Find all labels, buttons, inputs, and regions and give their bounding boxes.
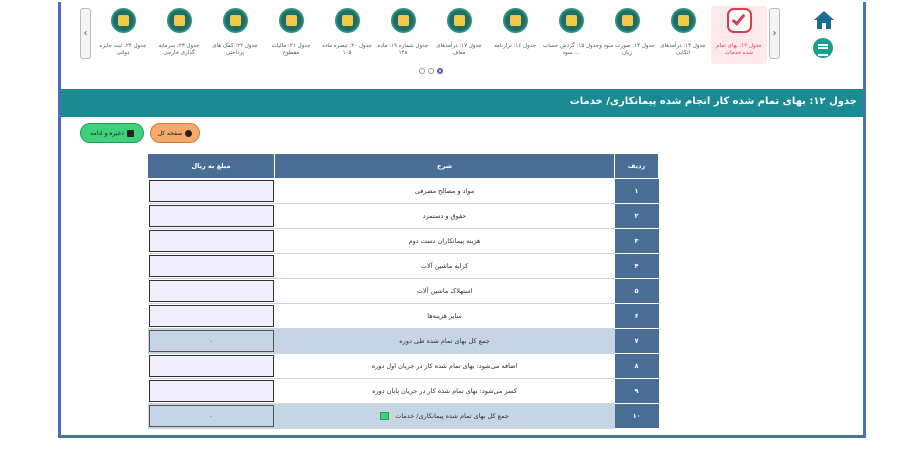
table-row	[148, 354, 659, 379]
carousel-tile-label: جدول شماره ۱۹: ماده ۱۴۸	[377, 43, 429, 56]
row-description-text: سایر هزینه‌ها	[427, 312, 462, 320]
row-description-text: هزینه پیمانکاران دست دوم	[408, 237, 481, 245]
row-description	[275, 379, 615, 404]
row-index: ۵	[615, 279, 659, 304]
carousel-tile-label: جدول ۱۶: ترازنامه	[493, 43, 537, 49]
row-description-text: کسر می‌شود: بهای تمام شده کار در جریان پایان دوره	[372, 387, 517, 395]
table-row	[148, 204, 659, 229]
row-amount-cell	[148, 279, 275, 304]
row-description	[275, 304, 615, 329]
table-row	[148, 179, 659, 204]
row-index: ۶	[615, 304, 659, 329]
save-continue-button-label: ذخیره و ادامه	[90, 129, 124, 137]
amount-input[interactable]	[149, 205, 274, 227]
finance-icon	[335, 8, 360, 33]
carousel-tile-label: جدول ۲۱: مالیات مقطوع	[271, 43, 311, 56]
carousel-tile[interactable]	[151, 6, 207, 64]
row-description-text: جمع کل بهای تمام شده طی دوره	[399, 337, 490, 345]
row-index: ۴	[615, 254, 659, 279]
carousel-tile-label: جدول ۲۲: کمک های پرداختی	[212, 43, 258, 56]
finance-icon	[559, 8, 584, 33]
carousel-next-button[interactable]: ›	[769, 8, 780, 59]
carousel-tile[interactable]	[431, 6, 487, 64]
carousel-tile[interactable]	[655, 6, 711, 64]
carousel-tile-label: جدول ۱۷: درآمدهای معاف	[436, 43, 482, 56]
check-icon	[727, 8, 752, 33]
full-page-button-label: صفحه کل	[157, 129, 183, 137]
finance-icon	[503, 8, 528, 33]
table-row	[148, 279, 659, 304]
row-description	[275, 179, 615, 204]
finance-icon	[111, 8, 136, 33]
row-amount-cell	[148, 229, 275, 254]
row-index: ۸	[615, 354, 659, 379]
carousel-dot[interactable]	[428, 68, 434, 74]
row-amount-cell	[148, 179, 275, 204]
column-header-amount: مبلغ به ریال	[148, 154, 275, 179]
save-continue-button[interactable]	[80, 123, 144, 143]
row-description	[275, 329, 615, 354]
carousel-tile-label: جدول ۲۳: سرمایه گذاری خارجی	[158, 43, 200, 56]
row-description	[275, 354, 615, 379]
row-amount-cell	[148, 404, 275, 429]
amount-input[interactable]	[149, 180, 274, 202]
row-amount-cell	[148, 254, 275, 279]
carousel-tile-label: جدول ۱۵: گردش حساب سود ...	[543, 43, 599, 56]
table-header-row	[148, 154, 659, 179]
detail-icon[interactable]	[380, 412, 389, 420]
carousel-tile[interactable]	[711, 6, 767, 64]
row-amount-cell	[148, 304, 275, 329]
row-amount-cell	[148, 329, 275, 354]
page-title: جدول ۱۲: بهای تمام شده کار انجام شده پیمانکاری/ خدمات	[61, 89, 863, 117]
table-row	[148, 404, 659, 429]
table-row	[148, 229, 659, 254]
amount-input[interactable]	[149, 355, 274, 377]
carousel-tile[interactable]	[487, 6, 543, 64]
carousel-tile-label: جدول ۱۴: صورت سود و زیان	[599, 43, 655, 56]
finance-icon	[391, 8, 416, 33]
carousel-tile[interactable]	[95, 6, 151, 64]
row-index: ۱	[615, 179, 659, 204]
home-icon[interactable]	[813, 10, 835, 30]
carousel-tile-label: جدول ۲۰: تبصره ماده ۱۰۵	[322, 43, 372, 56]
carousel-tile-label: جدول ۲۴: ثبت جایزه دولتی	[99, 43, 147, 56]
table-row	[148, 304, 659, 329]
table-row	[148, 329, 659, 354]
amount-input[interactable]	[149, 280, 274, 302]
amount-input[interactable]	[149, 380, 274, 402]
amount-total-field: ۰	[149, 405, 274, 427]
carousel-tile-label: جدول ۱۳: درآمدهای اتکایی	[660, 43, 706, 56]
finance-icon	[615, 8, 640, 33]
row-amount-cell	[148, 354, 275, 379]
save-icon	[127, 130, 134, 137]
table-row	[148, 254, 659, 279]
row-description	[275, 404, 615, 429]
carousel-tile[interactable]	[319, 6, 375, 64]
finance-icon	[279, 8, 304, 33]
row-description-text: کرایه ماشین آلات	[420, 262, 469, 270]
row-index: ۳	[615, 229, 659, 254]
amount-total-field: ۰	[149, 330, 274, 352]
row-description	[275, 204, 615, 229]
carousel-tile[interactable]	[263, 6, 319, 64]
finance-icon	[223, 8, 248, 33]
arrow-circle-icon	[185, 130, 192, 137]
carousel-tile[interactable]	[543, 6, 599, 64]
amount-input[interactable]	[149, 230, 274, 252]
menu-icon[interactable]	[813, 38, 833, 58]
cost-table	[147, 153, 659, 429]
carousel-pagination	[419, 68, 449, 76]
column-header-index: ردیف	[615, 154, 659, 179]
row-index: ۹	[615, 379, 659, 404]
carousel-tile[interactable]	[375, 6, 431, 64]
top-navigation	[61, 2, 863, 85]
full-page-button[interactable]	[150, 123, 200, 143]
carousel-prev-button[interactable]: ‹	[80, 8, 91, 59]
amount-input[interactable]	[149, 305, 274, 327]
row-description	[275, 279, 615, 304]
table-carousel	[93, 6, 767, 64]
row-description-text: جمع کل بهای تمام شده پیمانکاری/ خدمات	[395, 412, 509, 420]
row-description-text: حقوق و دستمزد	[422, 212, 467, 220]
finance-icon	[447, 8, 472, 33]
column-header-description: شرح	[275, 154, 615, 179]
row-description-text: مواد و مصالح مصرفی	[414, 187, 475, 195]
row-description-text: استهلاک ماشین آلات	[416, 287, 473, 295]
row-index: ۱۰	[615, 404, 659, 429]
row-description	[275, 229, 615, 254]
carousel-tile[interactable]	[599, 6, 655, 64]
carousel-dot-active[interactable]	[437, 68, 443, 74]
finance-icon	[167, 8, 192, 33]
row-index: ۲	[615, 204, 659, 229]
carousel-dot[interactable]	[419, 68, 425, 74]
carousel-tile-label: جدول ۱۲: بهای تمام شده خدمات	[716, 43, 762, 56]
carousel-tile[interactable]	[207, 6, 263, 64]
row-amount-cell	[148, 379, 275, 404]
amount-input[interactable]	[149, 255, 274, 277]
row-description	[275, 254, 615, 279]
row-amount-cell	[148, 204, 275, 229]
finance-icon	[671, 8, 696, 33]
row-index: ۷	[615, 329, 659, 354]
table-row	[148, 379, 659, 404]
row-description-text: اضافه می‌شود: بهای تمام شده کار در جریان اول دوره	[371, 362, 518, 370]
